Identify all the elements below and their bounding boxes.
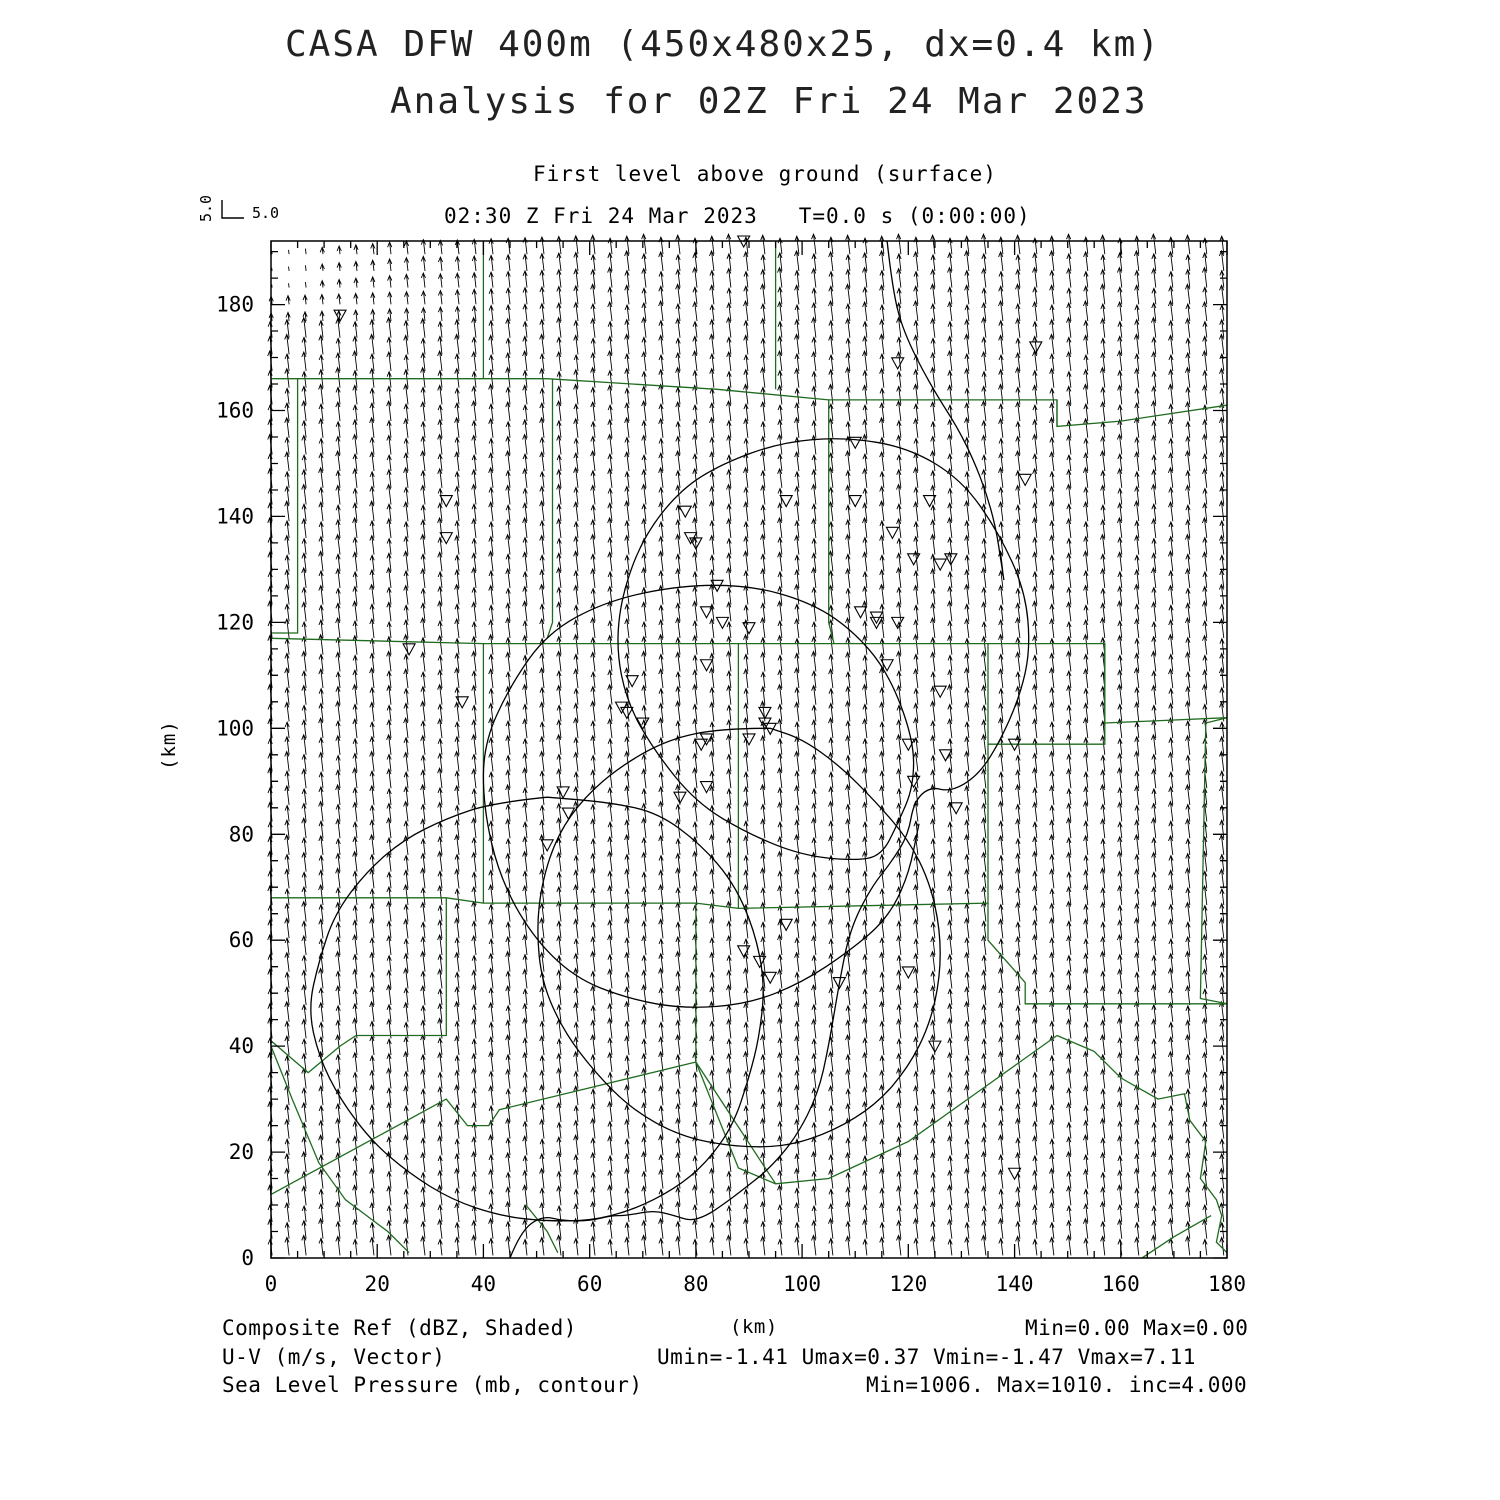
vector-scale-icon: [222, 200, 244, 218]
x-tick-label: 120: [889, 1272, 928, 1296]
station-marker: [849, 496, 861, 507]
vector-scale-x-label: 5.0: [252, 204, 280, 222]
station-marker: [621, 707, 633, 718]
county-boundary: [829, 400, 1227, 723]
station-marker: [701, 782, 713, 793]
station-marker: [764, 972, 776, 983]
axis-ticks: [271, 241, 1227, 1258]
station-marker: [855, 607, 867, 618]
y-tick-label: 120: [216, 610, 254, 635]
y-tick-label: 60: [228, 928, 254, 953]
county-boundary: [271, 379, 1227, 427]
pressure-contour: [483, 439, 1028, 1258]
y-tick-label: 20: [228, 1140, 254, 1165]
station-marker: [1019, 474, 1031, 485]
station-marker: [934, 686, 946, 697]
y-tick-label: 140: [216, 504, 254, 529]
vector-scale-y-label: 5.0: [197, 194, 215, 222]
title-line-1: CASA DFW 400m (450x480x25, dx=0.4 km): [285, 24, 1161, 65]
x-tick-label: 160: [1101, 1272, 1140, 1296]
pressure-contour: [887, 241, 1004, 580]
county-boundary: [547, 379, 552, 639]
station-marker: [892, 617, 904, 628]
station-marker: [679, 506, 691, 517]
station-marker: [403, 644, 415, 655]
x-tick-label: 180: [1208, 1272, 1246, 1296]
station-marker: [440, 496, 452, 507]
x-tick-label: 140: [995, 1272, 1034, 1296]
county-boundary: [271, 379, 298, 633]
legend-wind-range: Umin=-1.41 Umax=0.37 Vmin=-1.47 Vmax=7.11: [657, 1345, 1196, 1369]
station-marker: [886, 527, 898, 538]
county-boundary: [271, 1036, 1057, 1195]
level-label: First level above ground (surface): [533, 162, 997, 186]
station-marker: [934, 559, 946, 570]
x-tick-label: 80: [683, 1272, 709, 1296]
plot-frame: [271, 241, 1227, 1258]
x-tick-label: 40: [470, 1272, 497, 1296]
legend-wind-label: U-V (m/s, Vector): [222, 1345, 446, 1369]
station-marker: [759, 707, 771, 718]
station-marker: [780, 496, 792, 507]
county-boundary: [1057, 1036, 1227, 1253]
x-tick-label: 20: [364, 1272, 390, 1296]
x-axis-unit: (km): [730, 1316, 778, 1338]
station-marker: [892, 358, 904, 369]
legend-reflectivity-label: Composite Ref (dBZ, Shaded): [222, 1316, 577, 1340]
y-tick-label: 100: [216, 716, 254, 741]
x-tick-label: 60: [577, 1272, 603, 1296]
station-marker: [902, 967, 914, 978]
x-tick-label: 100: [783, 1272, 822, 1296]
legend-pressure-range: Min=1006. Max=1010. inc=4.000: [866, 1373, 1248, 1397]
y-tick-label: 180: [216, 292, 254, 317]
x-tick-label: 0: [264, 1272, 278, 1296]
county-boundaries: [271, 241, 1227, 1258]
y-axis-unit: (km): [158, 720, 180, 770]
station-marker: [695, 739, 707, 750]
station-marker: [929, 1041, 941, 1052]
title-line-2: Analysis for 02Z Fri 24 Mar 2023: [390, 81, 1148, 122]
county-boundary: [271, 898, 446, 1073]
legend-reflectivity-range: Min=0.00 Max=0.00: [1025, 1316, 1249, 1340]
county-boundary: [988, 903, 1227, 1004]
station-marker: [743, 623, 755, 634]
y-tick-label: 0: [241, 1246, 254, 1270]
y-tick-label: 160: [216, 398, 254, 423]
y-tick-label: 80: [228, 822, 254, 847]
pressure-contours: [311, 241, 1029, 1258]
legend-pressure-label: Sea Level Pressure (mb, contour): [222, 1373, 643, 1397]
time-label: 02:30 Z Fri 24 Mar 2023 T=0.0 s (0:00:00): [444, 204, 1031, 228]
pressure-contour: [538, 728, 940, 1147]
y-tick-label: 40: [228, 1034, 254, 1059]
county-boundary: [526, 1205, 558, 1253]
